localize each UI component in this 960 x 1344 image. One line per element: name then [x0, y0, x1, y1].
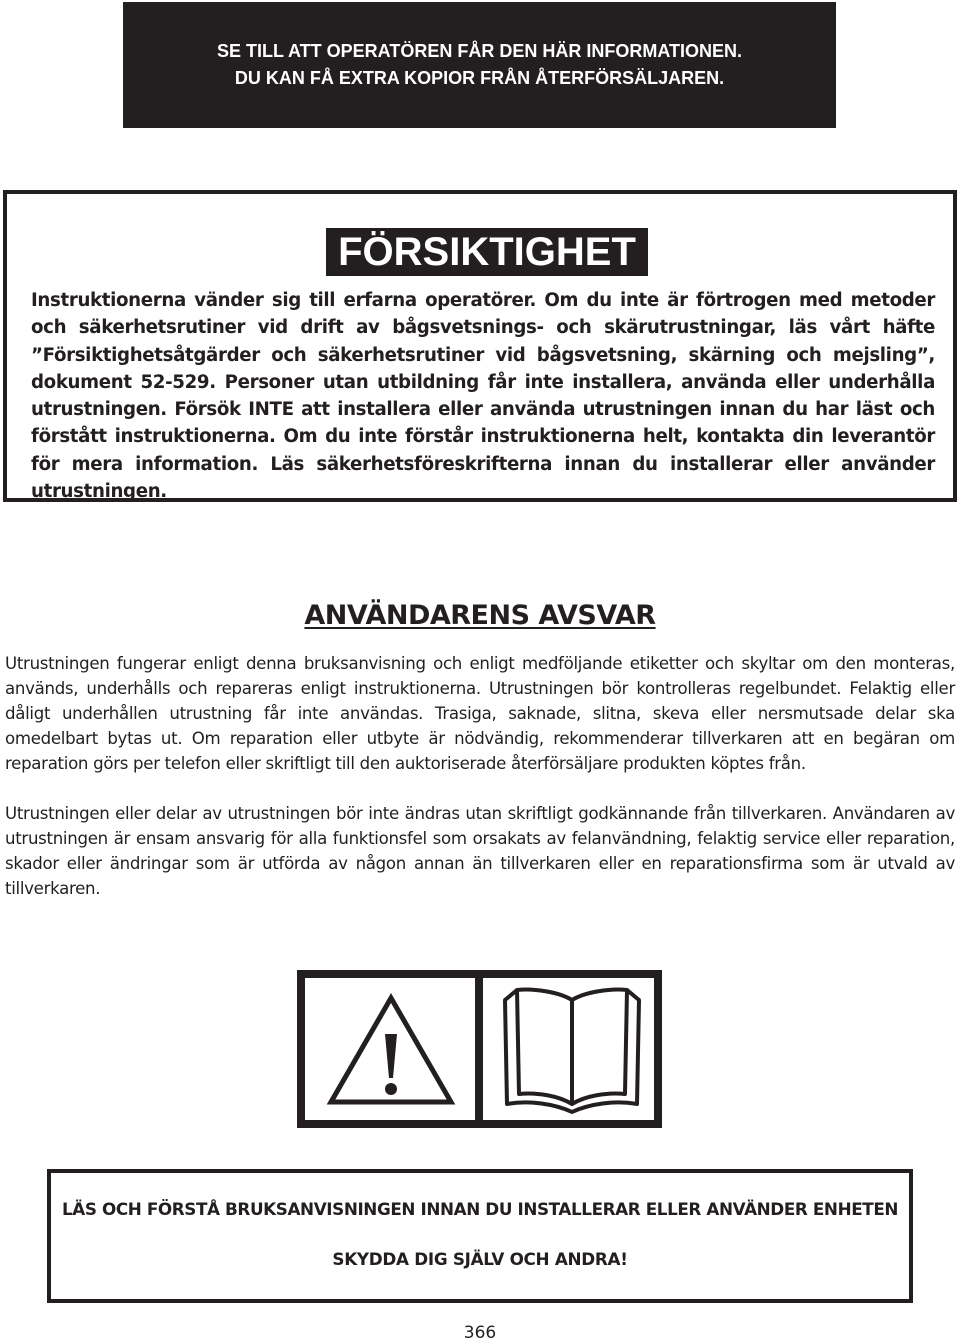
responsibility-paragraph-2: Utrustningen eller delar av utrustningen bör inte ändras utan skriftligt godkännande från tillverkaren. Användaren av utrustningen är ensam ansvarig för alla funktionsfel som orsakats av felanvändning, felaktig service eller reparation, skador eller ändringar som är utförda av någon annan än tillverkaren eller en reparationsfirma som är utvald av tillverkaren.: [5, 804, 955, 898]
caution-text: Instruktionerna vänder sig till erfarna operatörer. Om du inte är förtrogen med metoder och säkerhetsrutiner vid drift av bågsvetsnings- och skärutrustningar, läs vårt häfte ”Försiktighetsåtgärder och säkerhetsrutiner vid bågsvetsning, skärning och mejsling”, dokument 52-529. Personer utan utbildning får inte installera, använda eller underhålla utrustningen. Försök INTE att installera eller använda utrustningen innan du har läst och förstått instruktionerna. Om du inte förstår instruktionerna helt, kontakta din leverantör för mera information. Läs säkerhetsföreskrifterna innan du installerar eller använder utrustningen.: [31, 290, 935, 503]
operator-info-banner: [123, 2, 836, 128]
warning-triangle-icon: [321, 990, 461, 1110]
page-number: 366: [463, 1323, 497, 1343]
read-manual-notice: [47, 1169, 913, 1303]
protect-yourself-text: SKYDDA DIG SJÄLV OCH ANDRA!: [332, 1249, 628, 1269]
icon-divider: [475, 978, 483, 1120]
responsibility-paragraph-1: Utrustningen fungerar enligt denna bruksanvisning och enligt medföljande etiketter och skyltar om den monteras, används, underhålls och repareras enligt instruktionerna. Utrustningen bör kontrolleras regelbundet. Felaktig eller dåligt underhållen utrustning får inte användas. Trasiga, saknade, slitna, skeva eller nersmutsade delar ska omedelbart bytas ut. Om reparation eller utbyte är nödvändig, rekommenderar tillverkaren att en begäran om reparation görs per telefon eller skriftligt till den auktoriserade återförsäljare produkten köptes från.: [5, 654, 955, 773]
caution-section: [3, 190, 957, 502]
responsibility-title-text: ANVÄNDARENS AVSVAR: [304, 600, 656, 631]
banner-line-2: DU KAN FÅ EXTRA KOPIOR FRÅN ÅTERFÖRSÄLJAREN.: [234, 68, 725, 88]
open-book-icon: [493, 982, 651, 1116]
safety-icon-panel: [297, 970, 662, 1128]
banner-line-1: SE TILL ATT OPERATÖREN FÅR DEN HÄR INFORMATIONEN.: [217, 41, 742, 61]
read-manual-text: LÄS OCH FÖRSTÅ BRUKSANVISNINGEN INNAN DU INSTALLERAR ELLER ANVÄNDER ENHETEN: [61, 1199, 899, 1219]
responsibility-title: [0, 598, 960, 634]
caution-title: FÖRSIKTIGHET: [326, 228, 648, 276]
